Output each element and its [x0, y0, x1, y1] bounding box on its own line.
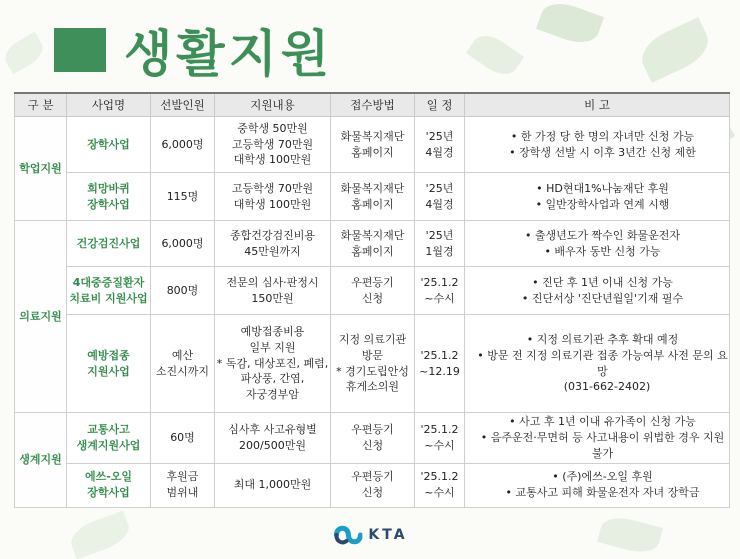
support-content-cell: 종합건강검진비용 45만원까지 — [215, 221, 331, 267]
kta-logo-text: KTA — [368, 527, 408, 543]
note-line: • 사고 후 1년 이내 유가족이 신청 가능 — [509, 415, 696, 428]
category-cell: 생계지원 — [15, 413, 67, 508]
title-square-icon — [54, 28, 106, 72]
note-line: • 진단서상 '진단년월일'기재 필수 — [521, 291, 684, 305]
schedule-cell: '25.1.2 ~수시 — [415, 413, 465, 464]
selection-count-cell: 6,000명 — [151, 221, 215, 267]
program-name-cell: 예방접종 지원사업 — [67, 315, 151, 413]
note-line: • (주)에쓰-오일 후원 — [552, 470, 653, 484]
leaf-decoration — [536, 0, 604, 49]
support-content-cell: 중학생 50만원 고등학생 70만원 대학생 100만원 — [215, 117, 331, 173]
table-row — [15, 221, 730, 267]
category-cell: 의료지원 — [15, 221, 67, 413]
support-content-cell: 예방접종비용 일부 지원 * 독감, 대상포진, 폐렴, 파상풍, 간염, 자궁경부암 — [215, 315, 331, 413]
support-content-cell: 고등학생 70만원 대학생 100만원 — [215, 173, 331, 221]
notes-cell — [465, 221, 730, 267]
note-line: • 교통사고 피해 화물운전자 자녀 장학금 — [505, 486, 700, 500]
support-table — [14, 92, 730, 508]
support-content-cell: 전문의 심사·판정시 150만원 — [215, 267, 331, 315]
note-line: • 진단 후 1년 이내 신청 가능 — [532, 275, 673, 289]
program-name-cell: 건강검진사업 — [67, 221, 151, 267]
table-row — [15, 463, 730, 507]
header-notes: 비 고 — [465, 93, 730, 117]
selection-count-cell: 예산 소진시까지 — [151, 315, 215, 413]
schedule-cell: '25년 4월경 — [415, 117, 465, 173]
selection-count-cell: 후원금 범위내 — [151, 463, 215, 507]
notes-cell — [465, 463, 730, 507]
selection-count-cell: 800명 — [151, 267, 215, 315]
table-header-row — [15, 93, 730, 117]
note-line: • 출생년도가 짝수인 화물운전자 — [524, 228, 681, 242]
schedule-cell: '25년 4월경 — [415, 173, 465, 221]
page-title: 생활지원 — [124, 25, 334, 83]
header-category: 구 분 — [15, 93, 67, 117]
schedule-cell: '25.1.2 ~12.19 — [415, 315, 465, 413]
table-row — [15, 315, 730, 413]
notes-cell — [465, 315, 730, 413]
notes-cell — [465, 267, 730, 315]
selection-count-cell: 6,000명 — [151, 117, 215, 173]
schedule-cell: '25.1.2 ~수시 — [415, 267, 465, 315]
table-row — [15, 173, 730, 221]
program-name-cell: 희망바퀴 장학사업 — [67, 173, 151, 221]
header-program-name: 사업명 — [67, 93, 151, 117]
category-cell: 학업지원 — [15, 117, 67, 221]
notes-cell — [465, 413, 730, 464]
selection-count-cell: 115명 — [151, 173, 215, 221]
header-selection-count: 선발인원 — [151, 93, 215, 117]
header-support-content: 지원내용 — [215, 93, 331, 117]
application-method-cell: 우편등기 신청 — [331, 463, 415, 507]
page-header — [54, 14, 333, 86]
note-line: • 배우자 동반 신청 가능 — [544, 244, 661, 258]
program-name-cell: 교통사고 생계지원사업 — [67, 413, 151, 464]
leaf-decoration — [0, 32, 48, 75]
note-line: • 한 가정 당 한 명의 자녀만 신청 가능 — [510, 129, 695, 143]
leaf-decoration — [635, 17, 715, 83]
note-line: • 음주운전·무면허 등 사고내용이 위법한 경우 지원 불가 — [480, 430, 725, 460]
leaf-decoration — [466, 28, 524, 81]
application-method-cell: 우편등기 신청 — [331, 267, 415, 315]
schedule-cell: '25년 1월경 — [415, 221, 465, 267]
schedule-cell: '25.1.2 ~수시 — [415, 463, 465, 507]
header-schedule: 일 정 — [415, 93, 465, 117]
application-method-cell: 지정 의료기관 방문 * 경기도립안성 휴게소의원 — [331, 315, 415, 413]
leaf-decoration — [597, 513, 663, 558]
application-method-cell: 화물복지재단 홈페이지 — [331, 221, 415, 267]
kta-logo — [332, 522, 407, 548]
table-row — [15, 413, 730, 464]
note-line: • 방문 전 지정 의료기관 접종 가능여부 사전 문의 요망 — [477, 348, 728, 378]
table-row — [15, 267, 730, 315]
note-line: • HD현대1%나눔재단 후원 — [536, 181, 669, 195]
header-application-method: 접수방법 — [331, 93, 415, 117]
program-name-cell: 에쓰-오일 장학사업 — [67, 463, 151, 507]
support-content-cell: 최대 1,000만원 — [215, 463, 331, 507]
program-name-cell: 장학사업 — [67, 117, 151, 173]
note-line: • 지정 의료기관 추후 확대 예정 — [526, 332, 679, 346]
note-line: • 장학생 선발 시 이후 3년간 신청 제한 — [509, 145, 696, 159]
note-line: (031-662-2402) — [563, 380, 651, 394]
program-name-cell: 4대중증질환자 치료비 지원사업 — [67, 267, 151, 315]
note-line: • 일반장학사업과 연계 시행 — [535, 197, 670, 211]
leaf-decoration — [67, 511, 134, 559]
notes-cell — [465, 117, 730, 173]
application-method-cell: 우편등기 신청 — [331, 413, 415, 464]
application-method-cell: 화물복지재단 홈페이지 — [331, 117, 415, 173]
application-method-cell: 화물복지재단 홈페이지 — [331, 173, 415, 221]
selection-count-cell: 60명 — [151, 413, 215, 464]
notes-cell — [465, 173, 730, 221]
table-row — [15, 117, 730, 173]
support-content-cell: 심사후 사고유형별 200/500만원 — [215, 413, 331, 464]
kta-logo-icon — [332, 522, 362, 548]
